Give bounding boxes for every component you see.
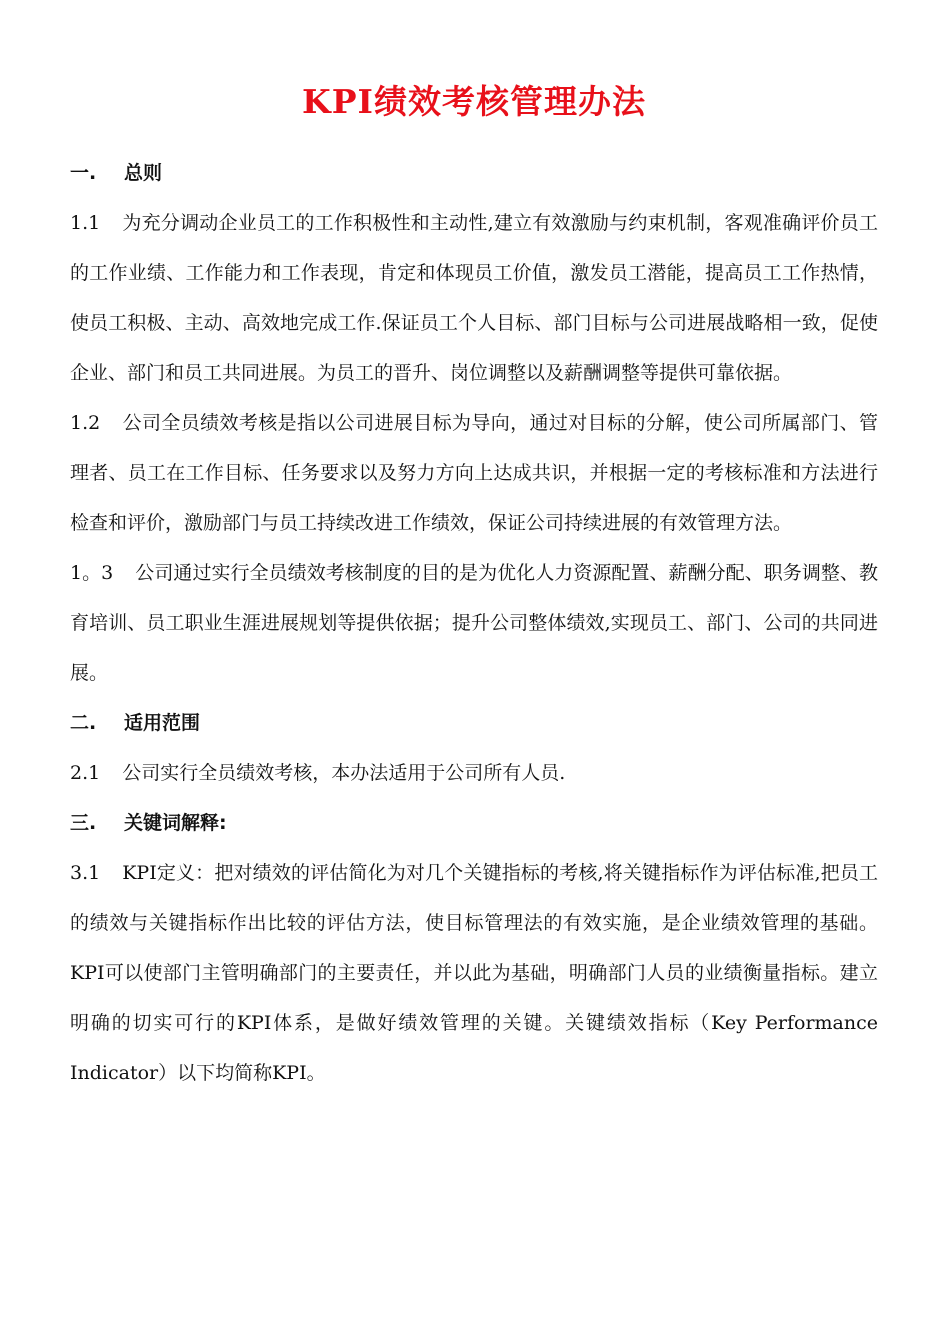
clause-text: 公司通过实行全员绩效考核制度的目的是为优化人力资源配置、薪酬分配、职务调整、教育培训、员工职业生涯进展规划等提供依据；提升公司整体绩效,实现员工、部门、公司的共同进展。 (70, 562, 878, 684)
section-title: 适用范围 (124, 712, 201, 734)
section-number: 一. (70, 162, 97, 184)
section-heading-scope (70, 698, 878, 748)
paragraph-2-1 (70, 748, 878, 798)
clause-number: 2.1 (70, 762, 101, 784)
paragraph-1-2 (70, 398, 878, 548)
paragraph-3-1 (70, 848, 878, 1098)
section-number: 二. (70, 712, 97, 734)
clause-text: 公司全员绩效考核是指以公司进展目标为导向，通过对目标的分解，使公司所属部门、管理者、员工在工作目标、任务要求以及努力方向上达成共识，并根据一定的考核标准和方法进行检查和评价，激励部门与员工持续改进工作绩效，保证公司持续进展的有效管理方法。 (70, 412, 878, 534)
clause-text: 公司实行全员绩效考核，本办法适用于公司所有人员. (122, 762, 566, 784)
section-heading-general (70, 148, 878, 198)
clause-number: 1.1 (70, 212, 101, 234)
section-heading-keywords (70, 798, 878, 848)
paragraph-1-3 (70, 548, 878, 698)
clause-number: 3.1 (70, 862, 101, 884)
document-title: KPI绩效考核管理办法 (302, 82, 646, 121)
section-number: 三. (70, 812, 97, 834)
clause-text: 为充分调动企业员工的工作积极性和主动性,建立有效激励与约束机制，客观准确评价员工的工作业绩、工作能力和工作表现，肯定和体现员工价值，激发员工潜能，提高员工工作热情，使员工积极、主动、高效地完成工作.保证员工个人目标、部门目标与公司进展战略相一致，促使企业、部门和员工共同进展。为员工的晋升、岗位调整以及薪酬调整等提供可靠依据。 (70, 212, 878, 384)
paragraph-1-1 (70, 198, 878, 398)
clause-number: 1。3 (70, 562, 114, 584)
clause-number: 1.2 (70, 412, 101, 434)
section-title: 关键词解释: (124, 812, 227, 834)
clause-text: KPI定义：把对绩效的评估简化为对几个关键指标的考核,将关键指标作为评估标准,把员工的绩效与关键指标作出比较的评估方法，使目标管理法的有效实施，是企业绩效管理的基础。KPI可以使部门主管明确部门的主要责任，并以此为基础，明确部门人员的业绩衡量指标。建立明确的切实可行的KPI体系，是做好绩效管理的关键。关键绩效指标（Key Performance Indicator）以下均简称KPI。 (70, 862, 878, 1084)
section-title: 总则 (124, 162, 163, 184)
